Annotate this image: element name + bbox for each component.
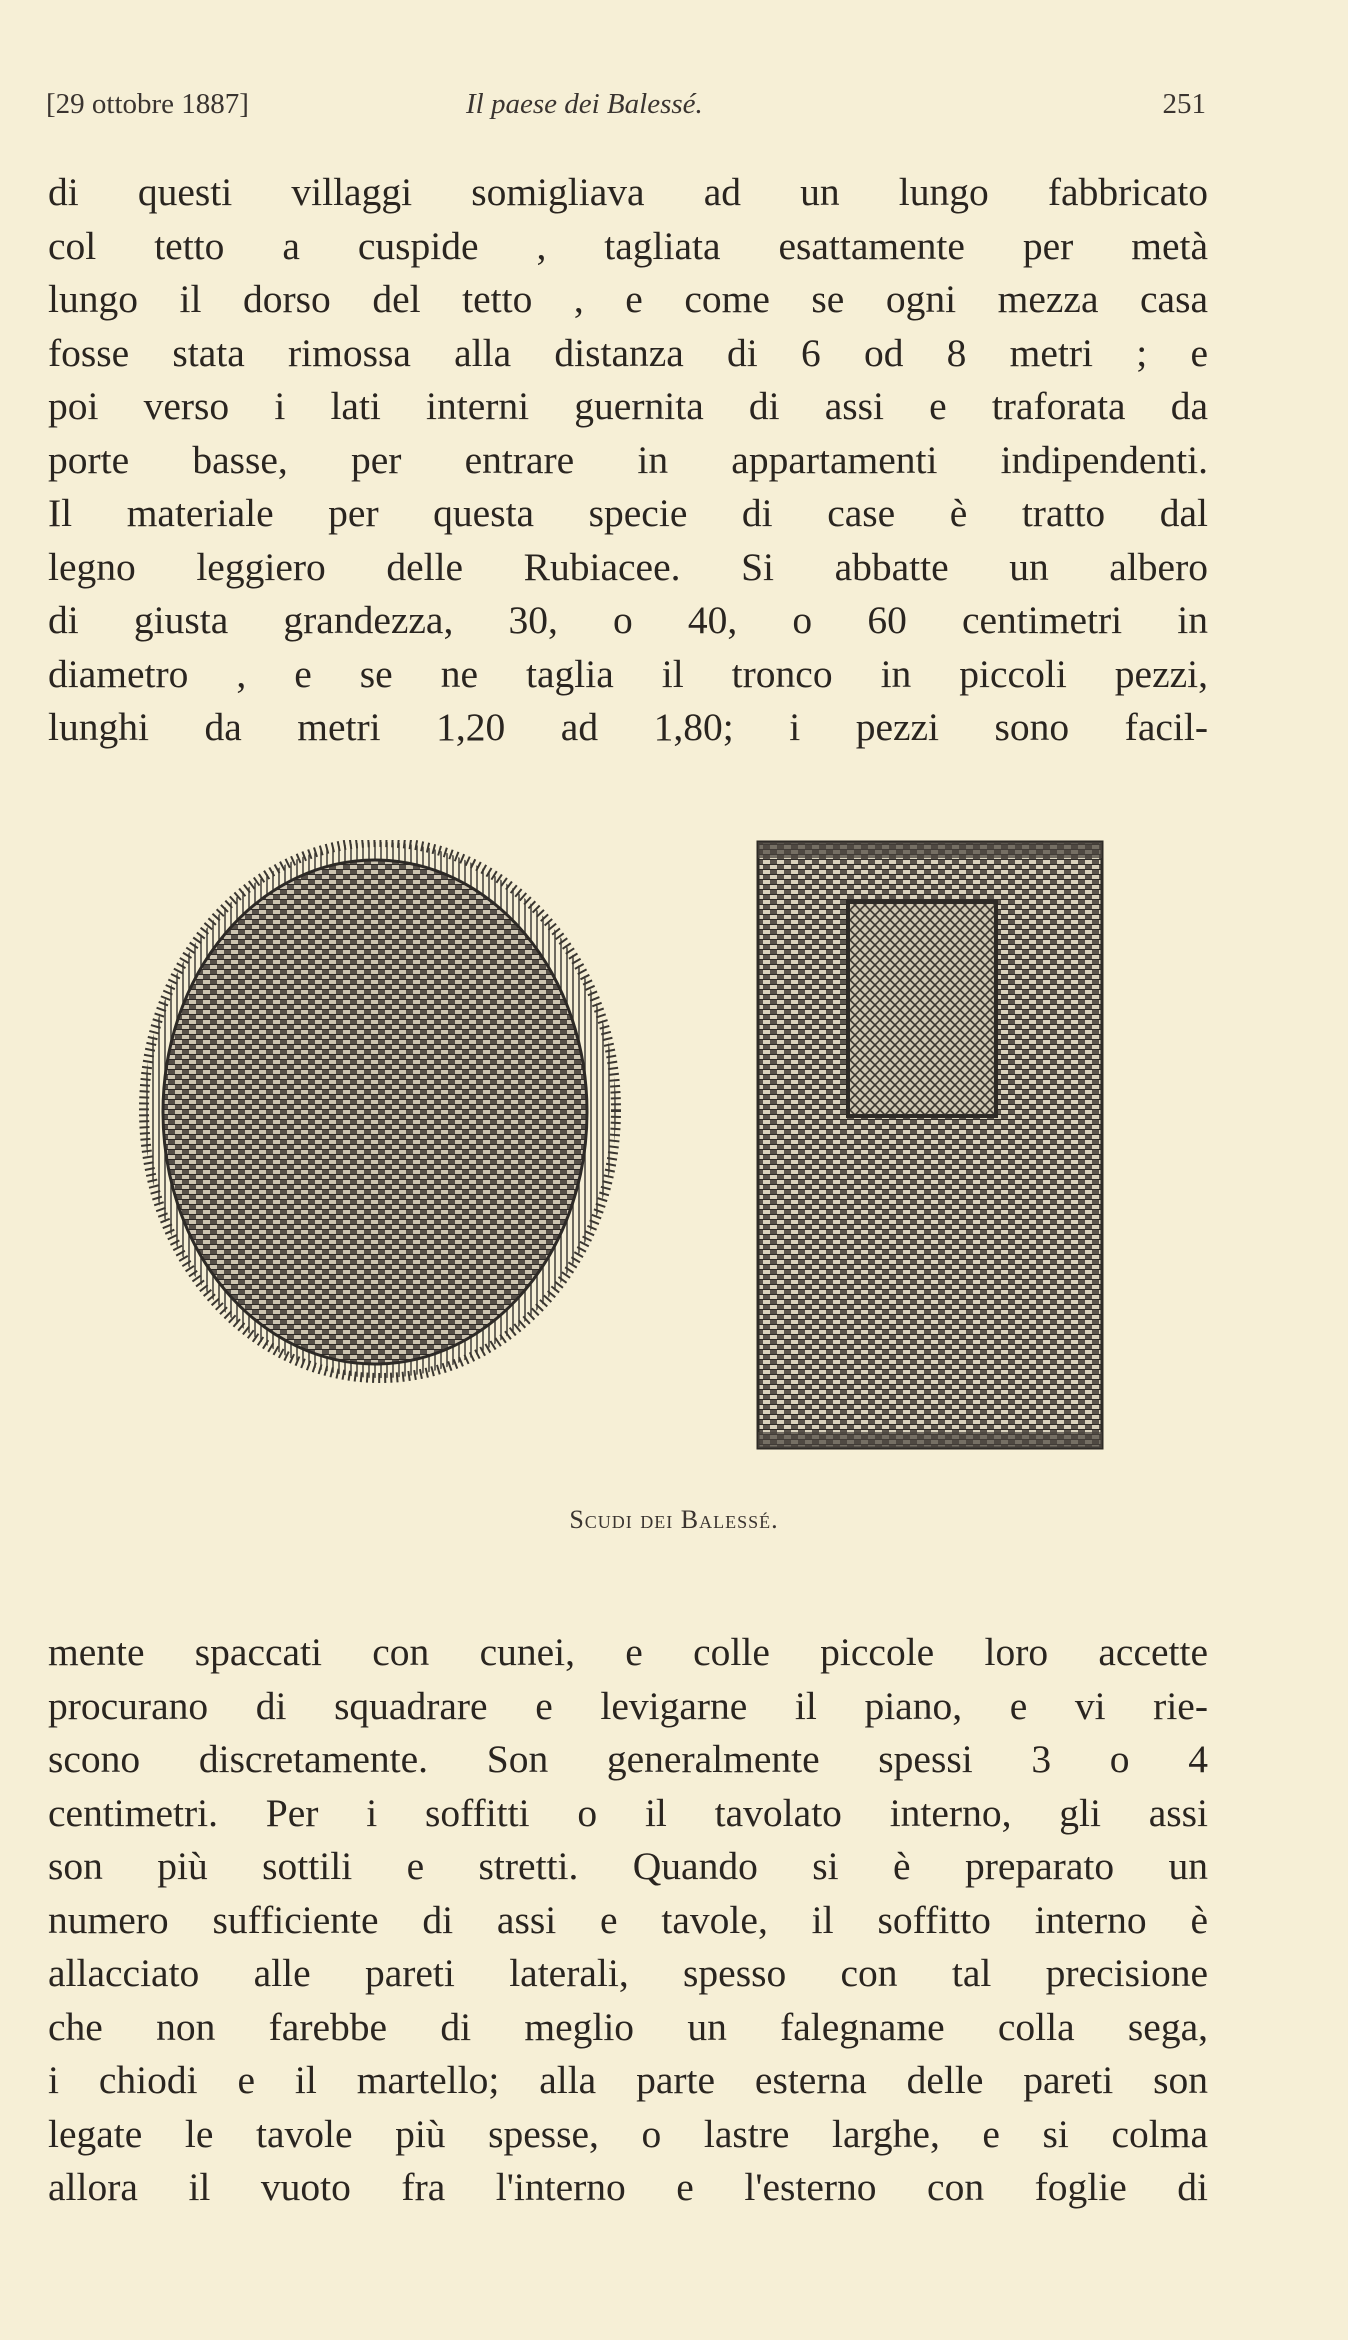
text-line: col tetto a cuspide , tagliata esattamente per metà: [48, 223, 1208, 268]
text-line: numero sufficiente di assi e tavole, il soffitto interno è: [48, 1897, 1208, 1942]
page-number: 251: [1162, 88, 1206, 120]
text-line: mente spaccati con cunei, e colle piccole loro accette: [48, 1630, 1208, 1674]
text-line: lunghi da metri 1,20 ad 1,80; i pezzi sono facil-: [48, 705, 1208, 749]
header-title: Il paese dei Balessé.: [466, 88, 703, 120]
text-line: allora il vuoto fra l'interno e l'esterno con foglie di: [48, 2165, 1208, 2209]
figure-caption: [0, 1505, 1348, 1535]
text-line: lungo il dorso del tetto , e come se ogni mezza casa: [48, 277, 1208, 321]
text-line: legate le tavole più spesse, o lastre larghe, e si colma: [48, 2111, 1208, 2156]
shields-illustration: [0, 840, 1348, 1480]
text-line: legno leggiero delle Rubiacee. Si abbatte un albero: [48, 544, 1208, 589]
running-header: [46, 88, 1206, 128]
text-line: che non farebbe di meglio un falegname colla sega,: [48, 2004, 1208, 2049]
text-line: son più sottili e stretti. Quando si è preparato un: [48, 1844, 1208, 1888]
text-line: scono discretamente. Son generalmente spessi 3 o 4: [48, 1737, 1208, 1781]
text-line: centimetri. Per i soffitti o il tavolato interno, gli assi: [48, 1790, 1208, 1835]
text-line: i chiodi e il martello; alla parte esterna delle pareti son: [48, 2058, 1208, 2102]
text-line: porte basse, per entrare in appartamenti indipendenti.: [48, 437, 1208, 482]
text-line: allacciato alle pareti laterali, spesso con tal precisione: [48, 1951, 1208, 1995]
text-line: procurano di squadrare e levigarne il piano, e vi rie-: [48, 1683, 1208, 1728]
text-line: Il materiale per questa specie di case è tratto dal: [48, 491, 1208, 535]
paragraph-top: [48, 166, 1208, 755]
rectangular-shield: [758, 842, 1102, 1448]
text-line: di giusta grandezza, 30, o 40, o 60 centimetri in: [48, 598, 1208, 642]
oval-shield: [144, 842, 616, 1378]
header-date: [29 ottobre 1887]: [46, 88, 249, 120]
text-line: diametro , e se ne taglia il tronco in piccoli pezzi,: [48, 651, 1208, 696]
paragraph-bottom: [48, 1626, 1208, 2215]
text-line: poi verso i lati interni guernita di assi e traforata da: [48, 384, 1208, 428]
text-line: di questi villaggi somigliava ad un lungo fabbricato: [48, 170, 1208, 214]
caption-text: Scudi dei Balessé.: [569, 1505, 779, 1534]
text-line: fosse stata rimossa alla distanza di 6 od 8 metri ; e: [48, 330, 1208, 375]
